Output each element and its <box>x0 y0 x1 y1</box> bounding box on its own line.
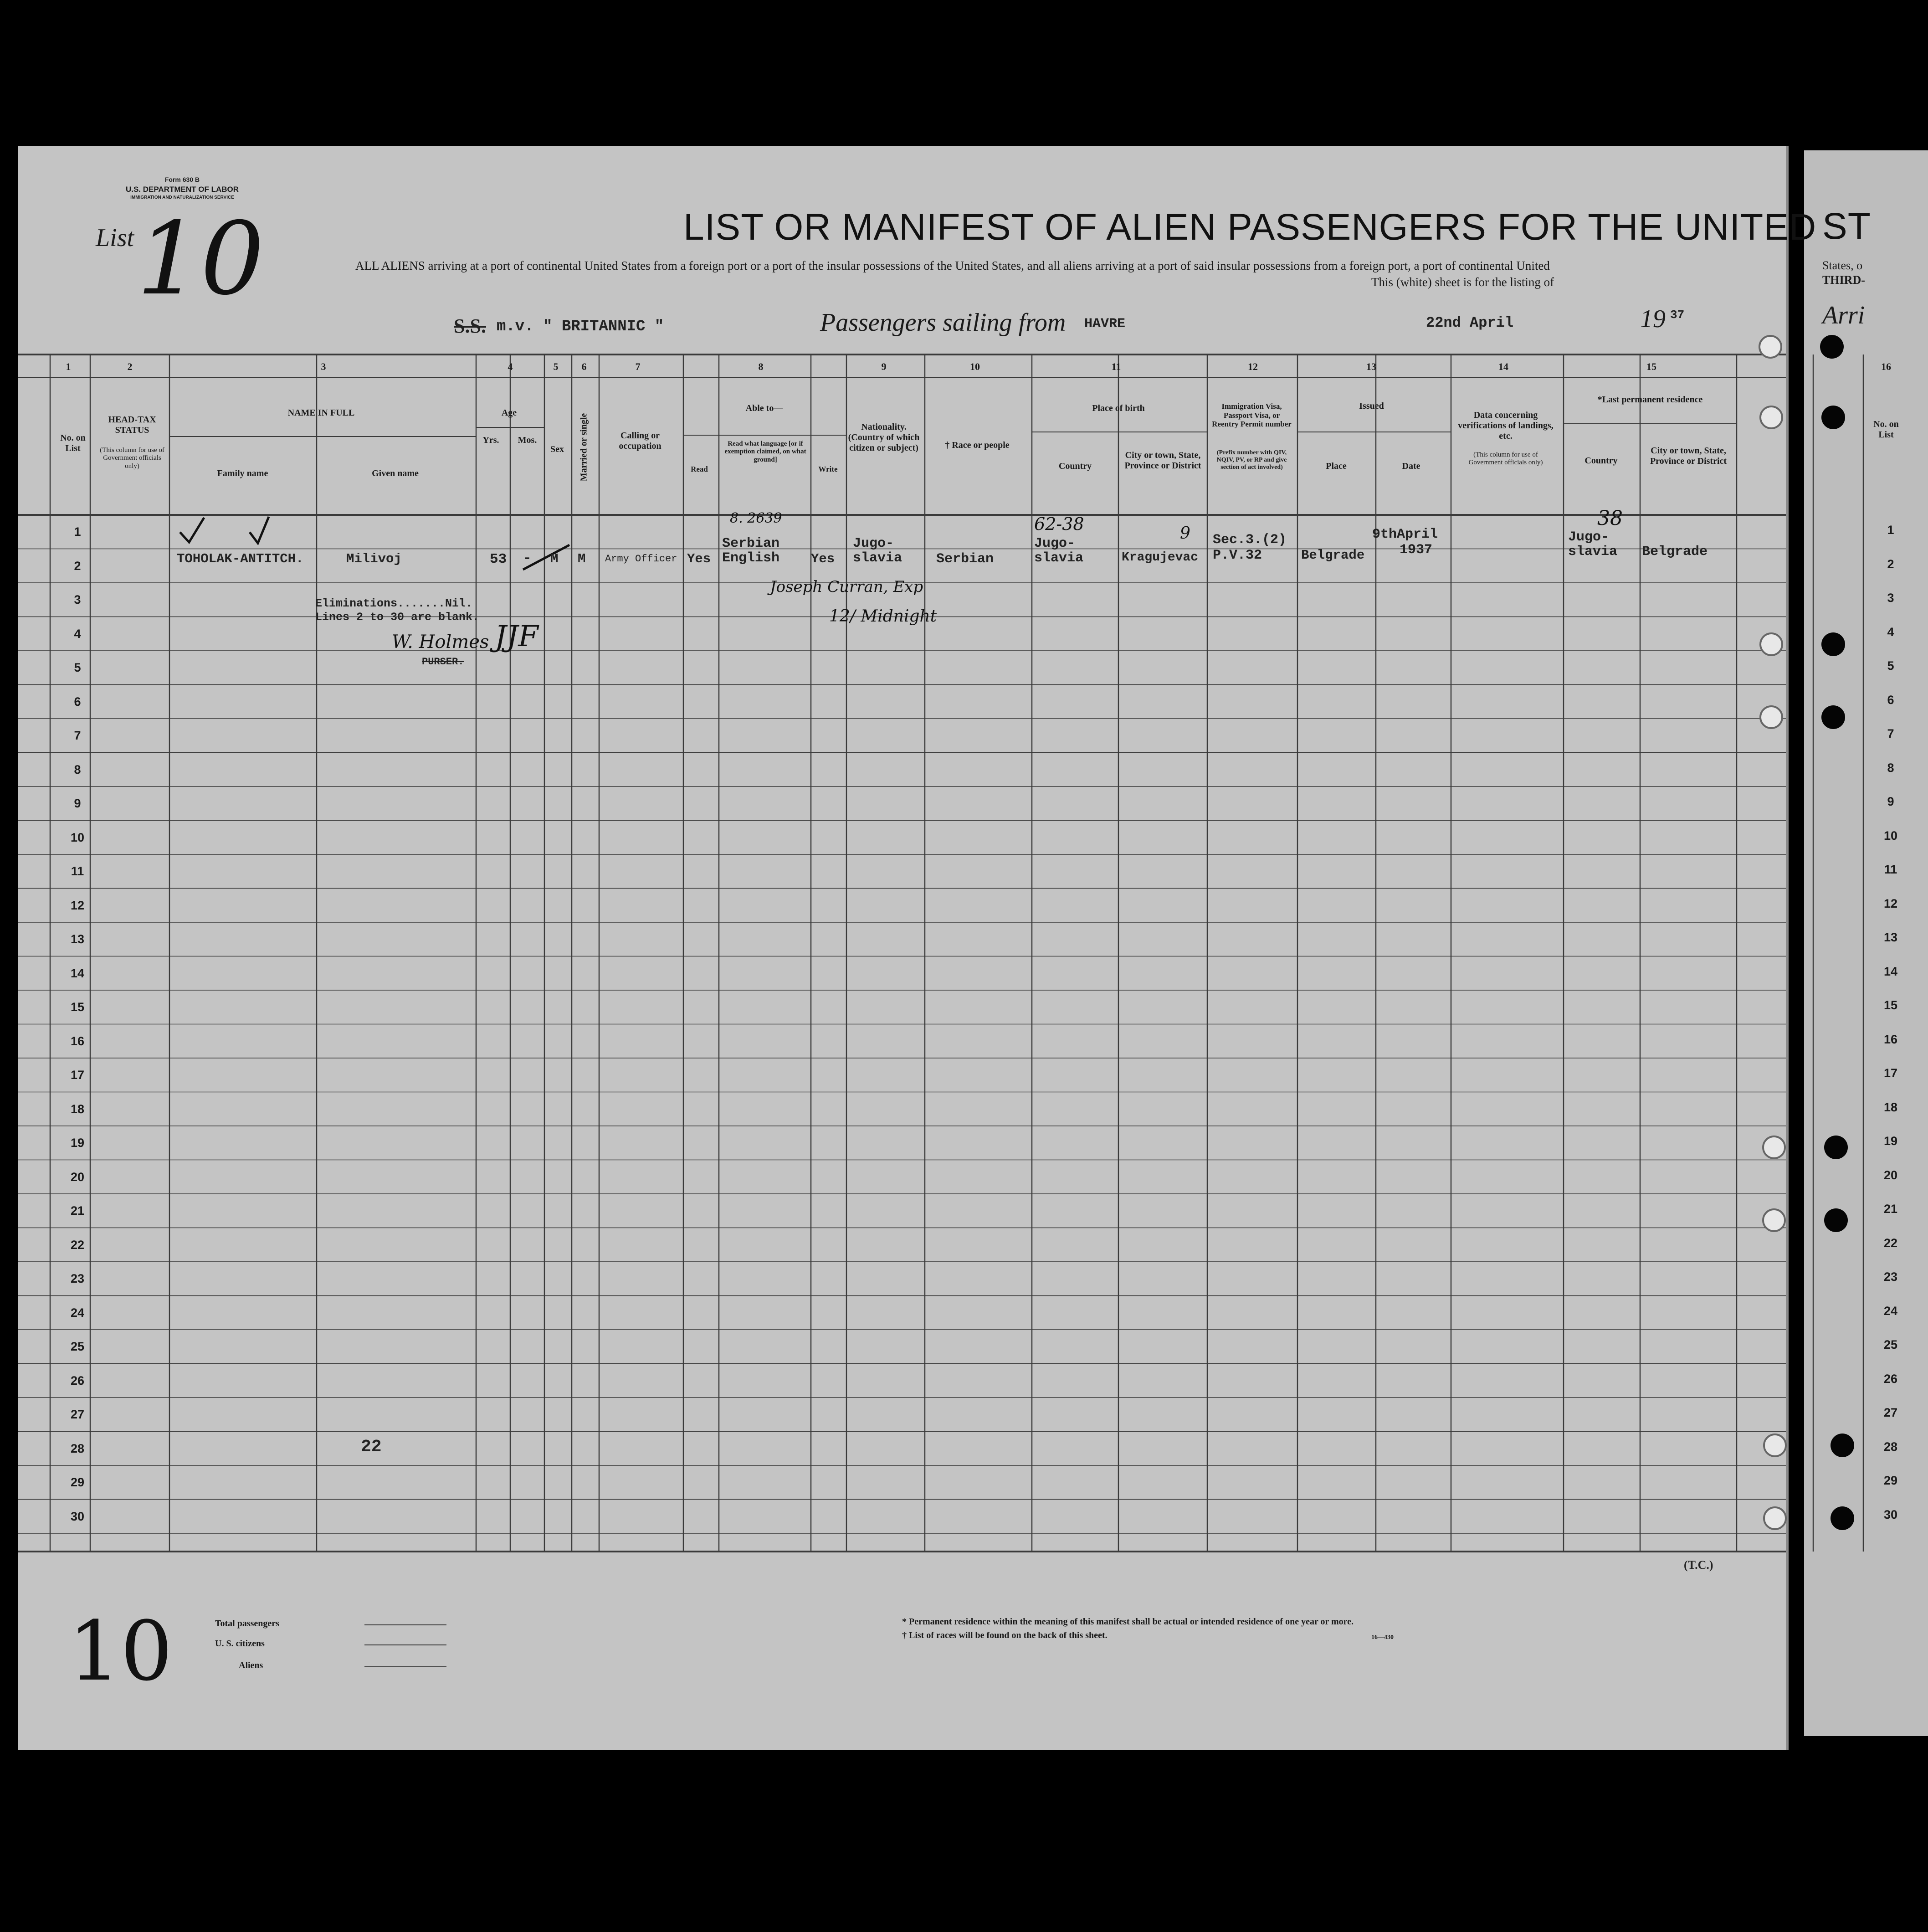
passenger-read: Yes <box>687 551 711 566</box>
row-number: 7 <box>74 729 81 742</box>
row-number: 15 <box>70 1000 85 1014</box>
header-family-name: Family name <box>217 468 268 478</box>
inspector-initials: JJF <box>495 620 538 653</box>
footer-aliens-label: Aliens <box>239 1660 263 1670</box>
row-number: 5 <box>74 661 81 674</box>
check-mark <box>180 518 204 542</box>
row-number: 12 <box>70 898 85 912</box>
header-head-tax-note: (This column for use of Government officials only) <box>100 447 164 470</box>
passenger-birth-country-1: Jugo- <box>1034 536 1076 551</box>
header-given-name: Given name <box>372 468 419 478</box>
passenger-race: Serbian <box>936 551 994 567</box>
row-number: 5 <box>1887 659 1894 673</box>
punch-hole <box>1820 335 1844 359</box>
page-title: LIST OR MANIFEST OF ALIEN PASSENGERS FOR THE UNITED <box>683 206 1817 248</box>
row-number: 14 <box>1883 964 1898 978</box>
row-number: 17 <box>1883 1066 1898 1080</box>
subtitle-line-2: This (white) sheet is for the listing of <box>1371 275 1554 289</box>
header-place-of-birth: Place of birth <box>1092 403 1145 413</box>
handwritten-col11b: 9 <box>1180 524 1190 543</box>
row-number: 27 <box>70 1408 85 1421</box>
row-number: 9 <box>74 796 81 810</box>
row-number: 22 <box>70 1238 85 1252</box>
row-number: 11 <box>1884 863 1897 876</box>
row-number: 1 <box>1887 523 1894 537</box>
punch-hole <box>1759 705 1783 729</box>
punch-hole <box>1831 1506 1854 1530</box>
punch-hole <box>1763 1506 1787 1530</box>
list-label: List <box>96 224 134 252</box>
passenger-issued-date-2: 1937 <box>1400 542 1433 558</box>
row-number: 23 <box>1883 1270 1898 1284</box>
purser-label: PURSER. <box>422 656 464 668</box>
row-number: 29 <box>70 1475 85 1489</box>
header-birth-country: Country <box>1058 461 1092 471</box>
form-department: U.S. DEPARTMENT OF LABOR <box>125 185 239 194</box>
header-age-months: Mos. <box>518 435 537 445</box>
row-number: 10 <box>70 830 85 844</box>
row-number: 25 <box>70 1340 85 1353</box>
header-name-in-full: NAME IN FULL <box>287 408 355 418</box>
header-age: Age <box>501 408 517 418</box>
row-number: 19 <box>1883 1134 1898 1148</box>
col-num-8: 8 <box>758 361 764 372</box>
header-able-to: Able to— <box>745 403 783 413</box>
footer-form-code: 16—430 <box>1371 1634 1394 1641</box>
row-number: 13 <box>1883 930 1898 944</box>
col-num-14: 14 <box>1498 361 1508 372</box>
punch-hole <box>1821 406 1845 429</box>
list-number: 10 <box>137 200 264 317</box>
punch-hole <box>1762 1208 1786 1232</box>
passenger-count: 22 <box>361 1437 382 1457</box>
header-nationality: Nationality. (Country of which citizen or subject) <box>848 422 920 453</box>
passenger-write: Yes <box>811 551 835 566</box>
sailing-year-suffix: 37 <box>1670 308 1685 322</box>
header-calling: Calling or occupation <box>619 431 661 451</box>
header-no-on-list-right: No. on List <box>1873 419 1899 440</box>
punch-hole <box>1759 406 1783 429</box>
row-number: 28 <box>1883 1439 1898 1454</box>
passenger-language-2: English <box>722 550 780 566</box>
blank-lines-note: Lines 2 to 30 are blank. <box>315 611 480 624</box>
handwritten-col11: 62-38 <box>1034 514 1084 534</box>
row-number: 2 <box>74 559 81 573</box>
row-number: 13 <box>70 932 85 946</box>
row-number: 30 <box>1883 1507 1898 1521</box>
col-num-9: 9 <box>881 361 887 372</box>
row-number: 23 <box>70 1272 85 1285</box>
row-number: 19 <box>70 1136 85 1150</box>
punch-hole <box>1824 1208 1848 1232</box>
punch-hole <box>1762 1136 1786 1159</box>
passenger-occupation: Army Officer <box>605 553 677 565</box>
header-issued: Issued <box>1359 401 1384 411</box>
passenger-age-months: - <box>523 550 532 566</box>
row-number: 10 <box>1883 828 1898 843</box>
row-number: 18 <box>70 1102 85 1116</box>
punch-hole <box>1821 705 1845 729</box>
row-number: 24 <box>70 1305 85 1320</box>
inspector-signature-1: Joseph Curran, Exp <box>770 578 923 596</box>
passenger-residence-country-2: slavia <box>1568 544 1618 560</box>
row-number: 9 <box>1887 795 1894 808</box>
header-residence-city: City or town, State, Province or District <box>1650 446 1727 466</box>
next-sheet-line1: States, o <box>1822 259 1863 272</box>
row-number: 28 <box>70 1441 85 1455</box>
col-num-16: 16 <box>1881 361 1891 372</box>
inspector-signature-2: 12/ Midnight <box>829 607 937 626</box>
header-visa: Immigration Visa, Passport Visa, or Reentry Permit number <box>1212 402 1292 429</box>
sailing-year-prefix: 19 <box>1640 305 1666 333</box>
passenger-residence-city: Belgrade <box>1642 544 1708 560</box>
passenger-visa-2: P.V.32 <box>1213 548 1262 563</box>
vessel-prefix: S.S. <box>454 315 486 337</box>
passenger-married: M <box>578 551 586 566</box>
header-residence-country: Country <box>1584 456 1618 466</box>
row-number: 12 <box>1883 896 1898 910</box>
header-write: Write <box>818 465 838 473</box>
header-head-tax: HEAD-TAX STATUS <box>108 415 156 435</box>
footer-note-residence: * Permanent residence within the meaning of this manifest shall be actual or intended residence of one year or more. <box>902 1617 1354 1627</box>
punch-hole <box>1763 1434 1787 1457</box>
row-number: 29 <box>1883 1474 1898 1487</box>
row-number: 3 <box>1887 591 1894 605</box>
row-number: 27 <box>1883 1406 1898 1419</box>
punch-hole <box>1821 632 1845 656</box>
col-num-15: 15 <box>1646 361 1656 372</box>
row-number: 6 <box>1887 693 1894 707</box>
sailing-port: HAVRE <box>1084 316 1126 332</box>
row-number: 21 <box>70 1204 85 1218</box>
footer-citizens-label: U. S. citizens <box>215 1639 265 1649</box>
next-sheet-title: ST <box>1822 206 1871 247</box>
passenger-issued-date-1: 9thApril <box>1372 527 1438 542</box>
row-number: 24 <box>1883 1304 1898 1318</box>
col-num-1: 1 <box>66 361 71 372</box>
header-married: Married or single <box>579 413 589 482</box>
footer-total-label: Total passengers <box>215 1619 279 1629</box>
col-num-2: 2 <box>127 361 133 372</box>
header-visa-note: (Prefix number with QIV, NQIV, PV, or RP and give section of act involved) <box>1216 449 1287 471</box>
row-number: 18 <box>1883 1100 1898 1114</box>
row-number: 25 <box>1883 1338 1898 1351</box>
row-number: 7 <box>1887 727 1894 740</box>
row-number: 22 <box>1883 1236 1898 1250</box>
header-sex: Sex <box>550 444 564 454</box>
form-service: IMMIGRATION AND NATURALIZATION SERVICE <box>130 195 234 200</box>
col-num-13: 13 <box>1366 361 1376 372</box>
header-read-language: Read what language [or if exemption claimed, on what ground] <box>724 440 806 463</box>
col-num-12: 12 <box>1248 361 1258 372</box>
sailing-date: 22nd April <box>1426 314 1514 331</box>
col-num-6: 6 <box>581 361 587 372</box>
header-last-residence: *Last permanent residence <box>1597 395 1703 405</box>
header-issued-date: Date <box>1402 461 1420 471</box>
header-landings: Data concerning verifications of landings, etc. <box>1458 410 1554 441</box>
row-number: 16 <box>70 1034 85 1048</box>
col-num-11: 11 <box>1111 361 1121 372</box>
row-number: 11 <box>71 864 84 878</box>
vessel-name: m.v. " BRITANNIC " <box>497 318 664 335</box>
row-number: 26 <box>70 1373 85 1387</box>
form-number: Form 630 B <box>164 176 200 183</box>
punch-hole <box>1831 1434 1854 1457</box>
passenger-nationality-1: Jugo- <box>853 536 894 551</box>
passenger-visa-1: Sec.3.(2) <box>1213 532 1287 548</box>
passenger-nationality-2: slavia <box>853 550 902 566</box>
row-number: 17 <box>70 1068 85 1082</box>
eliminations-note: Eliminations.......Nil. <box>315 597 473 610</box>
footer-note-races: † List of races will be found on the back of this sheet. <box>902 1630 1108 1640</box>
passenger-sex: M <box>550 551 559 566</box>
row-number: 8 <box>1887 760 1894 775</box>
header-birth-city: City or town, State, Province or District <box>1124 450 1201 471</box>
row-number: 4 <box>1887 625 1894 639</box>
row-number: 8 <box>74 762 81 776</box>
passenger-residence-country-1: Jugo- <box>1568 529 1610 545</box>
punch-hole <box>1759 632 1783 656</box>
next-sheet-line2: THIRD- <box>1822 273 1865 287</box>
col-num-4: 4 <box>508 361 513 372</box>
passenger-age-years: 53 <box>490 551 507 567</box>
header-race: † Race or people <box>945 440 1010 450</box>
purser-signature: W. Holmes <box>392 632 489 653</box>
row-number: 3 <box>74 593 81 606</box>
passenger-birth-country-2: slavia <box>1034 550 1084 566</box>
row-number: 15 <box>1883 998 1898 1012</box>
col-num-10: 10 <box>970 361 980 372</box>
col-num-5: 5 <box>553 361 559 372</box>
passenger-given-name: Milivoj <box>346 551 402 566</box>
left-margin-number: 10 <box>68 1604 173 1699</box>
row-number: 20 <box>70 1170 85 1184</box>
passenger-issued-place: Belgrade <box>1301 548 1365 563</box>
punch-hole <box>1824 1136 1848 1159</box>
header-age-years: Yrs. <box>482 435 499 445</box>
col-num-7: 7 <box>635 361 641 372</box>
passenger-family-name: TOHOLAK-ANTITCH. <box>177 551 304 566</box>
row-number: 2 <box>1887 557 1894 571</box>
handwritten-col15: 38 <box>1597 507 1623 530</box>
row-number: 30 <box>70 1509 85 1523</box>
subtitle-line-1: ALL ALIENS arriving at a port of continental United States from a foreign port or a port of the insular possessions of the United States, and all aliens arriving at a port of said insular possessions from a foreign port, a port of continental United <box>355 259 1550 272</box>
row-number: 14 <box>70 966 85 980</box>
handwritten-col8: 8. 2639 <box>730 510 782 526</box>
row-number: 4 <box>74 627 81 641</box>
header-no-on-list: No. on List <box>60 433 86 453</box>
sailing-label: Passengers sailing from <box>820 308 1066 337</box>
tc-mark: (T.C.) <box>1684 1558 1713 1572</box>
row-number: 21 <box>1883 1202 1898 1216</box>
punch-hole <box>1759 335 1782 359</box>
col-num-3: 3 <box>321 361 326 372</box>
header-landings-note: (This column for use of Government officials only) <box>1468 451 1543 467</box>
header-issued-place: Place <box>1326 461 1347 471</box>
row-number: 20 <box>1883 1168 1898 1182</box>
passenger-language-1: Serbian <box>722 536 780 551</box>
passenger-birth-city: Kragujevac <box>1122 550 1199 565</box>
row-number: 6 <box>74 694 81 709</box>
row-number: 26 <box>1883 1372 1898 1386</box>
next-sheet-line3: Arri <box>1822 301 1865 329</box>
row-number: 1 <box>74 525 81 539</box>
header-read: Read <box>691 465 708 473</box>
row-number: 16 <box>1883 1032 1898 1046</box>
check-mark <box>250 517 269 543</box>
